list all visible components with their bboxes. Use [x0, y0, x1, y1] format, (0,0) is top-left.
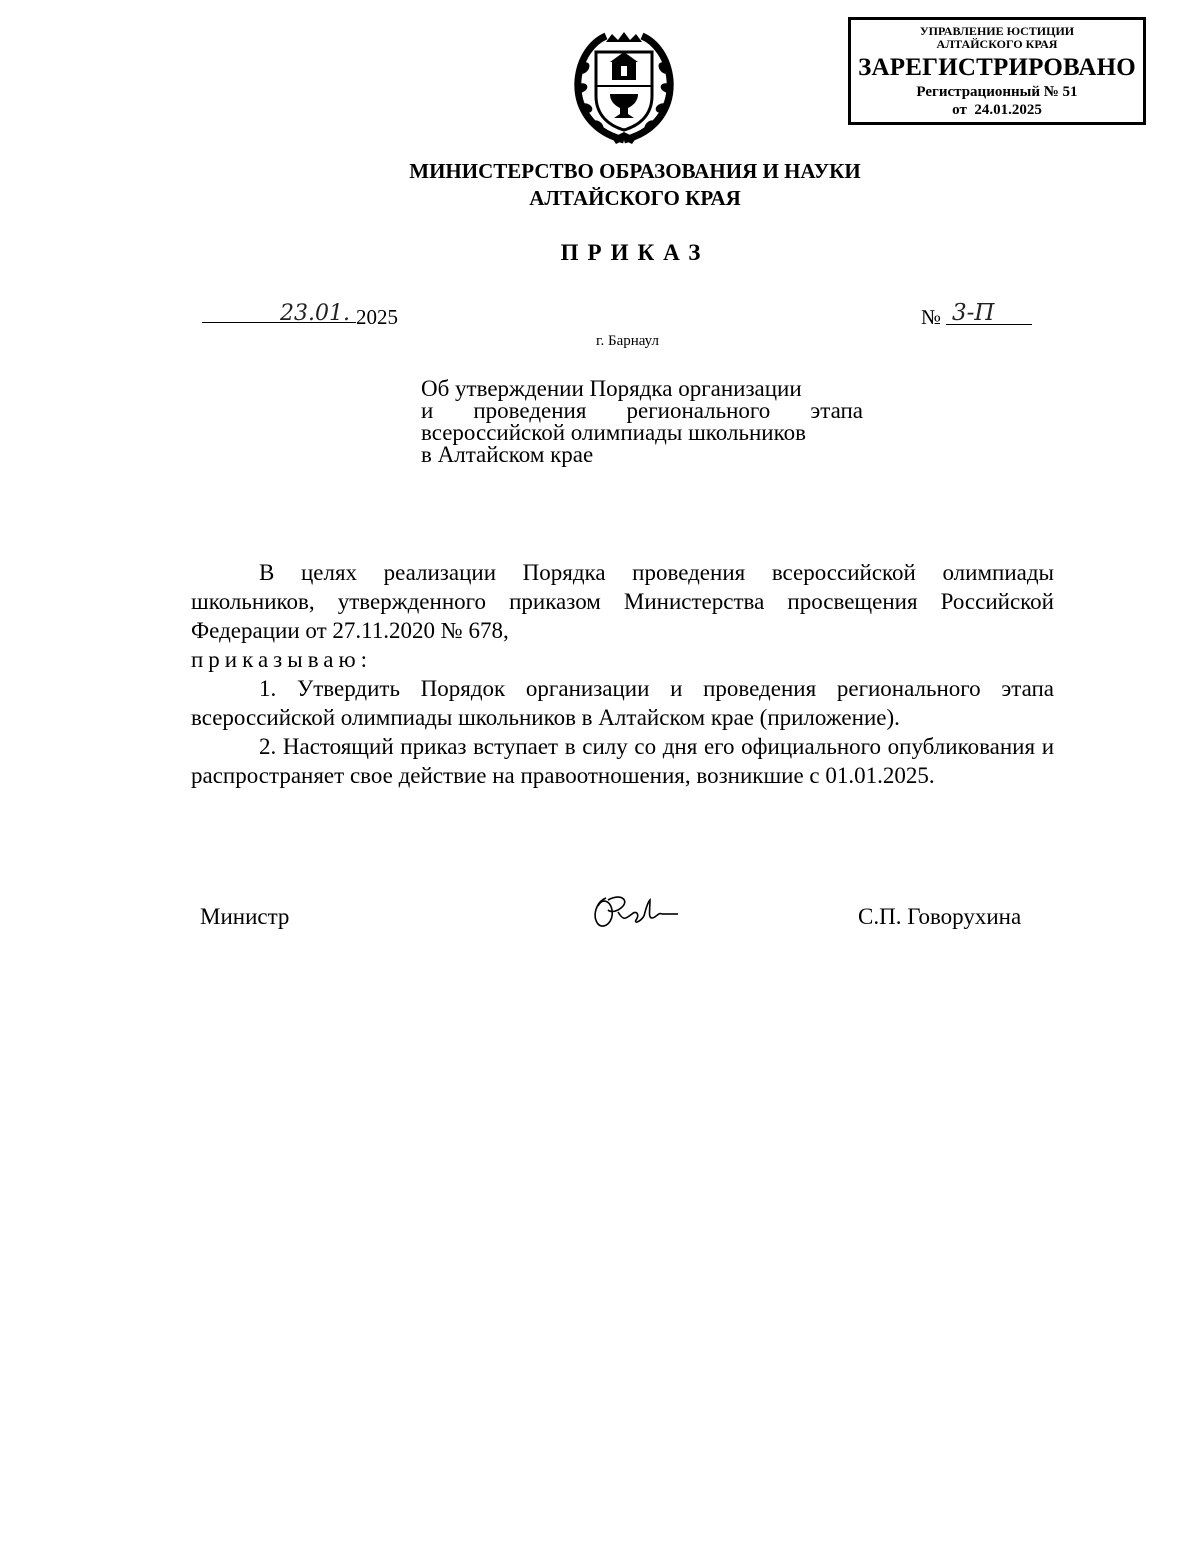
registration-stamp [848, 17, 1146, 125]
title-line2: и проведения регионального этапа [421, 398, 863, 423]
stamp-org-line1: УПРАВЛЕНИЕ ЮСТИЦИИ [919, 24, 1075, 38]
order-item-2: 2. Настоящий приказ вступает в силу со дня его официального опубликования и распространяет свое действие на правоотношения, возникшие с 01.01.2025. [191, 734, 1054, 788]
date-year: 2025 [356, 305, 398, 329]
title-line1: Об утверждении Порядка организации [421, 376, 802, 401]
signatory-name: С.П. Говорухина [858, 904, 1022, 929]
date-handwritten: 23.01. [280, 301, 350, 326]
stamp-reg-date: от 24.01.2025 [952, 102, 1042, 118]
ministry-line2: АЛТАЙСКОГО КРАЯ [529, 186, 741, 210]
order-word: приказываю: [191, 647, 373, 672]
handwritten-signature-icon [588, 888, 684, 936]
city: г. Барнаул [596, 333, 659, 349]
document-body [191, 558, 1054, 790]
coat-of-arms-icon [572, 28, 676, 146]
ministry-header [300, 158, 970, 212]
stamp-status: ЗАРЕГИСТРИРОВАНО [858, 54, 1136, 81]
signatory-role: Министр [200, 904, 290, 929]
number-label: № [921, 305, 942, 329]
document-title [421, 378, 863, 466]
document-type: ПРИКАЗ [560, 240, 710, 265]
stamp-reg-number: Регистрационный № 51 [916, 84, 1078, 100]
title-line3: всероссийской олимпиады школьников [421, 420, 806, 445]
preamble-paragraph: В целях реализации Порядка проведения всероссийской олимпиады школьников, утвержденного приказом Министерства просвещения Российской Федерации от 27.11.2020 № 678, [191, 560, 1054, 643]
stamp-org-line2: АЛТАЙСКОГО КРАЯ [936, 37, 1058, 51]
number-handwritten: 3-П [952, 300, 995, 326]
order-item-1: 1. Утвердить Порядок организации и проведения регионального этапа всероссийской олимпиады школьников в Алтайском крае (приложение). [191, 676, 1054, 730]
title-line4: в Алтайском крае [421, 442, 594, 467]
ministry-line1: МИНИСТЕРСТВО ОБРАЗОВАНИЯ И НАУКИ [409, 159, 861, 183]
